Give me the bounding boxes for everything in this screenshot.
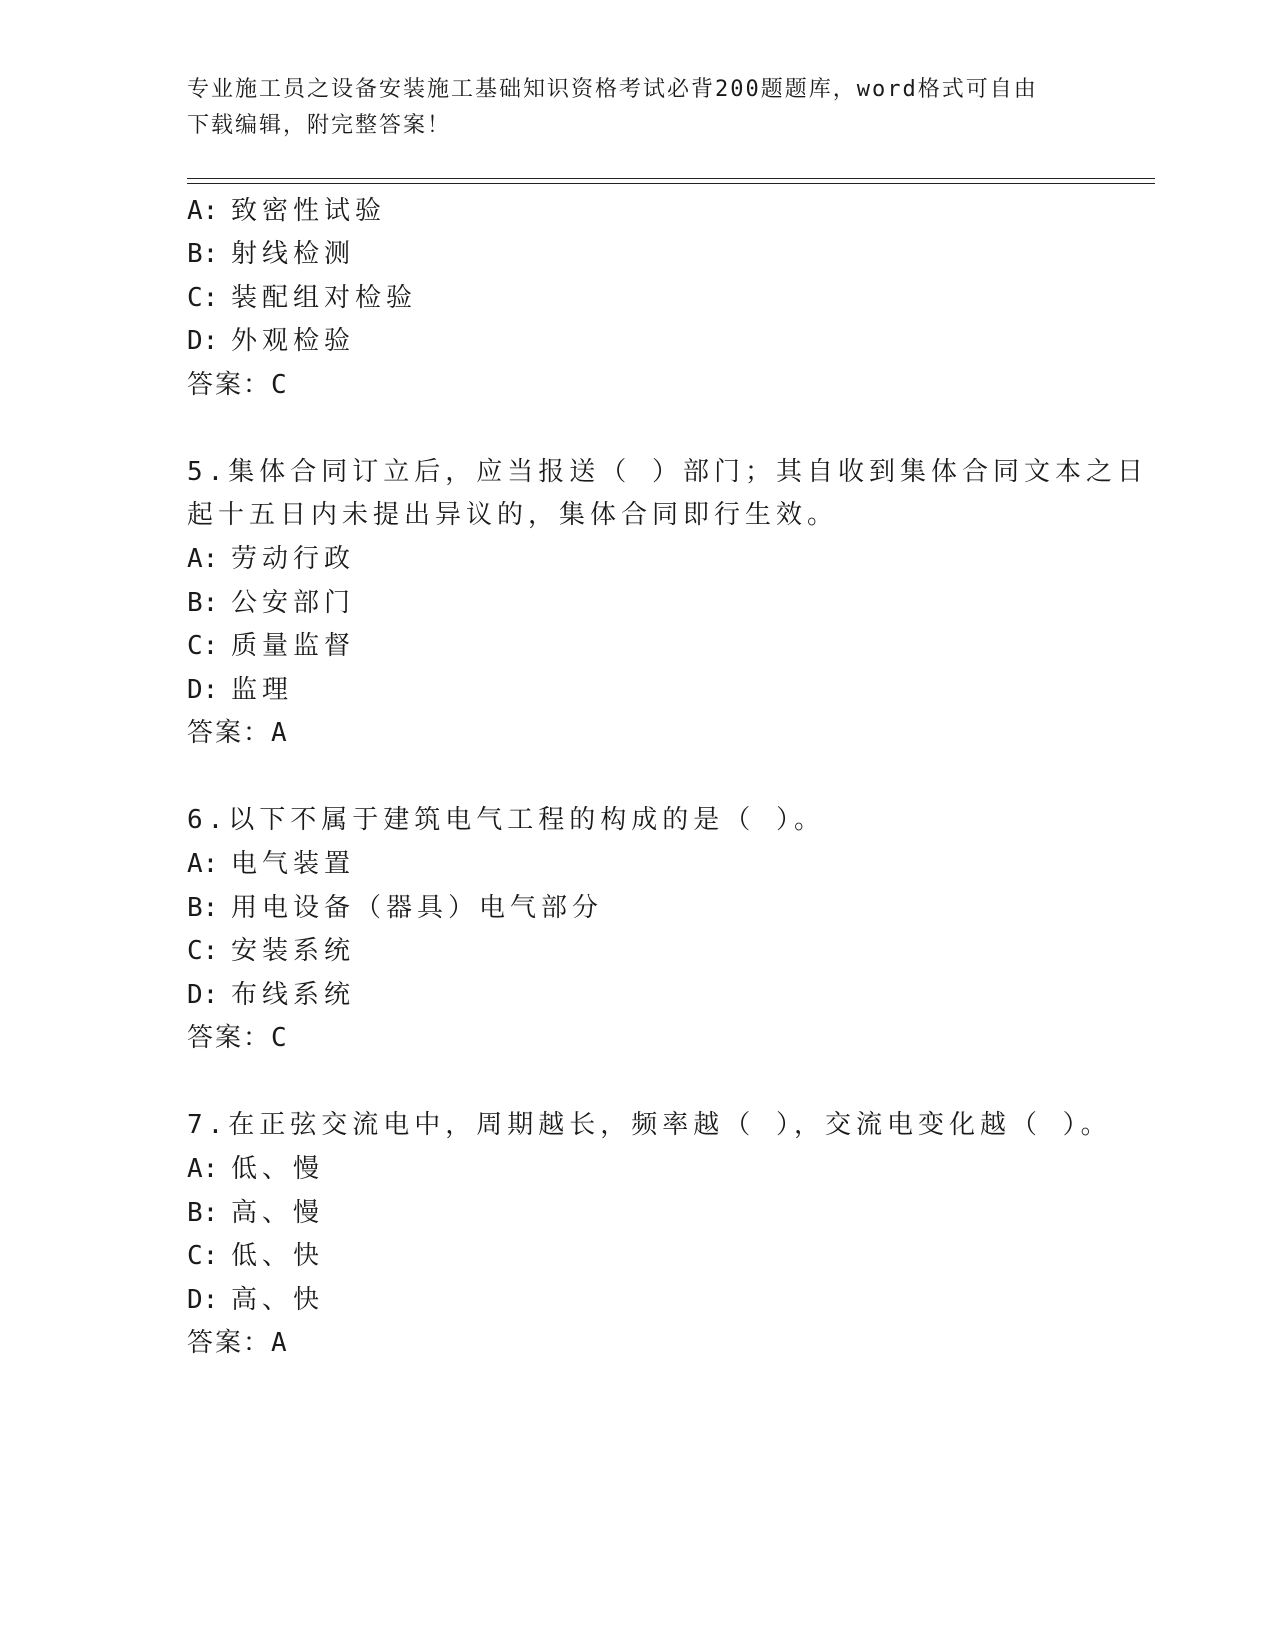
header-line-1: 专业施工员之设备安装施工基础知识资格考试必背200题题库，word格式可自由 — [187, 77, 1038, 102]
q4-option-d: D: 外观检验 — [187, 326, 356, 356]
q7-option-a: A: 低、慢 — [187, 1154, 325, 1184]
q7-option-d: D: 高、快 — [187, 1285, 325, 1315]
q7-question-line-1: 7.在正弦交流电中，周期越长，频率越（ ），交流电变化越（ ）。 — [187, 1110, 1112, 1140]
q7-answer: 答案：A — [187, 1328, 289, 1358]
q7-option-c: C: 低、快 — [187, 1241, 325, 1271]
q5-option-d: D: 监理 — [187, 675, 294, 705]
q6-answer: 答案：C — [187, 1023, 289, 1053]
q5-answer: 答案：A — [187, 718, 289, 748]
q6-option-a: A: 电气装置 — [187, 849, 356, 879]
q5-question-line-2: 起十五日内未提出异议的，集体合同即行生效。 — [187, 500, 839, 530]
q6-option-c: C: 安装系统 — [187, 936, 356, 966]
q6-question-line-1: 6.以下不属于建筑电气工程的构成的是（ ）。 — [187, 805, 825, 835]
q4-option-b: B: 射线检测 — [187, 239, 356, 269]
document-header — [187, 72, 1067, 144]
q4-answer: 答案：C — [187, 370, 289, 400]
q4-option-a: A: 致密性试验 — [187, 196, 387, 226]
header-divider-top — [187, 178, 1155, 179]
q5-option-a: A: 劳动行政 — [187, 544, 356, 574]
header-divider-bottom — [187, 183, 1155, 184]
q5-option-c: C: 质量监督 — [187, 631, 356, 661]
header-line-2: 下载编辑，附完整答案！ — [187, 113, 452, 138]
q4-option-c: C: 装配组对检验 — [187, 283, 418, 313]
q7-option-b: B: 高、慢 — [187, 1198, 325, 1228]
q5-question-line-1: 5.集体合同订立后，应当报送（ ）部门；其自收到集体合同文本之日 — [187, 457, 1148, 487]
q6-option-d: D: 布线系统 — [187, 980, 356, 1010]
q6-option-b: B: 用电设备（器具）电气部分 — [187, 893, 604, 923]
q5-option-b: B: 公安部门 — [187, 588, 356, 618]
